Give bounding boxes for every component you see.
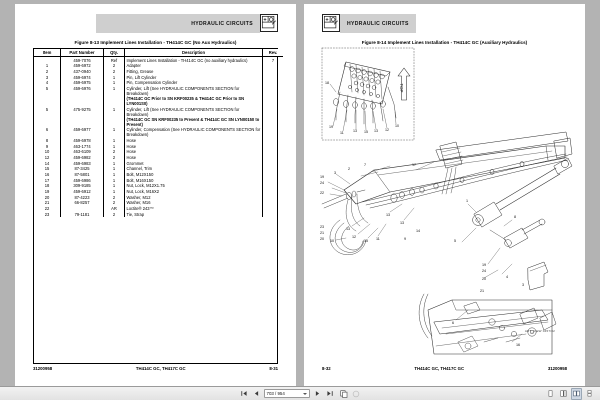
parts-table-body [34, 57, 283, 217]
page-left[interactable] [15, 4, 296, 386]
svg-text:9: 9 [404, 237, 407, 241]
cell-part-number: 459-6912 [61, 189, 104, 195]
svg-text:19: 19 [482, 263, 487, 267]
cell-item: 22 [34, 206, 61, 212]
header-band [340, 14, 416, 33]
page-header-left [96, 14, 278, 33]
cell-qty: 2 [104, 155, 125, 161]
cell-item: 1 [34, 63, 61, 69]
cell-part-number: 309-9185 [61, 183, 104, 189]
svg-text:10: 10 [395, 124, 399, 128]
description-line: Channel, Trim [126, 166, 152, 172]
svg-text:8: 8 [514, 215, 517, 219]
svg-text:15: 15 [364, 130, 368, 134]
cell-part-number: 463-1774 [61, 143, 104, 149]
description-line: Hose [126, 143, 137, 149]
cell-qty: 1 [104, 177, 125, 183]
cell-qty: Ref [104, 57, 125, 63]
svg-text:21: 21 [320, 231, 325, 235]
next-page-icon[interactable] [313, 389, 322, 399]
page-indicator-text: 703 / 954 [266, 391, 285, 396]
cell-qty: 1 [104, 183, 125, 189]
svg-text:13: 13 [400, 221, 405, 225]
cell-part-number: 459-7076 [61, 57, 104, 63]
cell-description [125, 127, 263, 138]
svg-text:1: 1 [466, 199, 469, 203]
page-right[interactable] [304, 4, 585, 386]
svg-text:18: 18 [325, 81, 329, 85]
description-line: Washer, M12 [126, 194, 151, 200]
table-row [34, 106, 283, 127]
cell-item: 19 [34, 189, 61, 195]
svg-text:11: 11 [376, 237, 380, 241]
viewer-toolbar[interactable] [0, 386, 600, 400]
header-title: HYDRAULIC CIRCUITS [347, 20, 409, 27]
cell-item: 14 [34, 160, 61, 166]
cell-qty: 2 [104, 149, 125, 155]
first-page-icon[interactable] [240, 389, 249, 399]
description-line: Hose [126, 149, 137, 155]
svg-text:TOP: TOP [399, 83, 404, 93]
svg-text:5: 5 [454, 239, 457, 243]
select-tool-icon[interactable] [352, 389, 361, 399]
svg-text:23: 23 [320, 225, 325, 229]
svg-text:10: 10 [330, 239, 335, 243]
cell-rev: 7 [271, 57, 275, 63]
cell-rev [263, 211, 284, 217]
cell-description [125, 211, 263, 217]
svg-text:11: 11 [340, 131, 344, 135]
hydraulic-circuit-icon [322, 14, 340, 32]
cell-item: 8 [34, 138, 61, 144]
description-line: Cylinder, Lift (See HYDRAULIC COMPONENTS SECTION for Breakdown) [126, 86, 240, 97]
description-line: Tie, Strap [126, 211, 145, 217]
column-header-rev: Rev. [263, 49, 284, 57]
parts-table-container[interactable] [33, 48, 278, 364]
cell-item: 23 [34, 211, 61, 217]
parts-table [34, 49, 283, 217]
cell-part-number: 459-6986 [61, 177, 104, 183]
svg-text:24: 24 [320, 181, 325, 185]
parts-illustration[interactable] [316, 42, 573, 357]
hydraulic-circuit-icon [260, 14, 278, 32]
view-continuous-icon[interactable] [584, 388, 595, 400]
cell-qty: 1 [104, 160, 125, 166]
svg-text:13: 13 [374, 129, 378, 133]
cell-item: 6 [34, 127, 61, 138]
svg-text:4: 4 [506, 275, 509, 279]
cell-item: 15 [34, 166, 61, 172]
page-footer-left [33, 364, 278, 372]
svg-text:20: 20 [482, 277, 487, 281]
footer-page-number: 8-31 [269, 365, 278, 371]
svg-text:15: 15 [364, 239, 369, 243]
svg-text:17: 17 [412, 163, 417, 167]
cell-qty: 1 [104, 189, 125, 195]
table-row [34, 127, 283, 138]
cell-qty: 1 [104, 106, 125, 127]
last-page-icon[interactable] [325, 389, 334, 399]
column-header-description: Description [125, 49, 263, 57]
cell-part-number: 475-9275 [61, 106, 104, 127]
description-line: Adapter [126, 63, 141, 69]
description-line: Washer, M16 [126, 200, 151, 206]
table-row [34, 211, 283, 217]
view-mode-group[interactable] [545, 388, 595, 400]
footer-page-number: 8-32 [322, 365, 331, 371]
svg-text:24: 24 [482, 269, 487, 273]
svg-text:2: 2 [348, 167, 351, 171]
cell-item: 16 [34, 172, 61, 178]
cell-part-number: 459-6982 [61, 155, 104, 161]
view-single-page-icon[interactable] [545, 388, 556, 400]
drawing-note: ART_VIEW 0457/02 [524, 329, 555, 333]
cell-qty: 1 [104, 74, 125, 80]
cell-part-number: 66-8257 [61, 200, 104, 206]
cell-part-number: 459-6978 [61, 138, 104, 144]
cell-item: 20 [34, 194, 61, 200]
cell-part-number: 459-6977 [61, 127, 104, 138]
cell-rev [263, 106, 284, 127]
table-header-row [34, 49, 283, 57]
cell-item: 2 [34, 69, 61, 75]
svg-text:14: 14 [416, 229, 421, 233]
cell-description [125, 86, 263, 107]
svg-text:13: 13 [353, 129, 357, 133]
svg-text:20: 20 [320, 237, 325, 241]
cell-qty: 1 [104, 172, 125, 178]
cell-part-number: 459-6974 [61, 74, 104, 80]
cell-part-number: 79-1181 [61, 211, 104, 217]
cell-qty: 2 [104, 63, 125, 69]
svg-text:19: 19 [320, 175, 325, 179]
previous-page-icon[interactable] [252, 389, 261, 399]
cell-item: 5 [34, 106, 61, 127]
header-band [96, 14, 260, 33]
description-line: Pin, Lift Cylinder [126, 74, 157, 80]
svg-text:16: 16 [516, 343, 521, 347]
page-header-right [322, 14, 416, 33]
cell-qty: 2 [104, 200, 125, 206]
description-line: Fitting, Grease [126, 69, 154, 75]
description-line: Hose [126, 137, 137, 143]
cell-item: 12 [34, 155, 61, 161]
copy-icon[interactable] [340, 389, 349, 399]
description-line: Implement Lines Installation - TH414C GC (no auxiliary hydraulics) [126, 57, 248, 63]
view-book-icon[interactable] [571, 388, 582, 400]
table-row [34, 86, 283, 107]
description-line: Loctite® 243™ [126, 206, 154, 212]
description-line: Bolt, M16X150 [126, 177, 154, 183]
description-line: Nut, Lock, M16X2 [126, 189, 160, 195]
cell-part-number: 87-3425 [61, 166, 104, 172]
description-note: (TH414C GC SN KRF00235 to Present & TH414C GC SN LYN00150 to Present) [126, 116, 260, 127]
cell-part-number: 459-6983 [61, 160, 104, 166]
page-number-input[interactable] [264, 389, 310, 398]
column-header-item: Item [34, 49, 61, 57]
description-line: Grommet [126, 160, 144, 166]
figure-caption: Figure 8-13 Implement Lines Installation - TH414C GC (No Aux Hydraulics) [74, 40, 237, 45]
page-navigation-group[interactable] [0, 389, 600, 399]
svg-text:6: 6 [452, 321, 455, 325]
cell-item: 4 [34, 80, 61, 86]
page-footer-right [322, 364, 567, 372]
cell-qty: 1 [104, 127, 125, 138]
svg-text:19: 19 [329, 125, 333, 129]
cell-part-number: 437-0940 [61, 69, 104, 75]
cell-part-number: 87-4223 [61, 194, 104, 200]
footer-publication-number: 31200958 [547, 365, 567, 371]
description-line: Nut, Lock, M12X1.75 [126, 183, 165, 189]
description-line: Pin, Compensation Cylinder [126, 80, 178, 86]
cell-part-number: 463-6109 [61, 149, 104, 155]
cell-part-number: 87-5801 [61, 172, 104, 178]
cell-item: 9 [34, 143, 61, 149]
svg-text:3: 3 [334, 171, 337, 175]
cell-qty: 2 [104, 194, 125, 200]
cell-item: 3 [34, 74, 61, 80]
cell-item: 10 [34, 149, 61, 155]
cell-item: 21 [34, 200, 61, 206]
footer-model: TH414C GC, TH417C GC [135, 365, 186, 371]
figure-caption: Figure 8-14 Implement Lines Installation - TH414C GC (Auxiliary Hydraulics) [361, 40, 528, 45]
cell-qty: 1 [104, 143, 125, 149]
chevron-down-icon[interactable] [303, 393, 307, 395]
cell-qty: AR [104, 206, 125, 212]
cell-item: 17 [34, 177, 61, 183]
description-note: (TH414C GC Prior to SN KRF00235 & TH414C GC Prior to SN LYN001S0) [126, 96, 245, 107]
svg-text:12: 12 [385, 128, 389, 132]
cell-rev [263, 127, 284, 138]
svg-text:13: 13 [386, 213, 391, 217]
header-title: HYDRAULIC CIRCUITS [191, 20, 253, 27]
cell-qty: 2 [104, 69, 125, 75]
svg-text:21: 21 [480, 289, 485, 293]
cell-qty: 1 [104, 86, 125, 107]
cell-item: 5 [34, 86, 61, 107]
footer-model: TH414C GC, TH417C GC [414, 365, 465, 371]
cell-qty: 1 [104, 138, 125, 144]
description-line: Bolt, M12X150 [126, 172, 154, 178]
cell-part-number: 459-6972 [61, 63, 104, 69]
cell-description [125, 57, 263, 63]
svg-text:13: 13 [346, 227, 351, 231]
description-line: Cylinder, Lift (See HYDRAULIC COMPONENTS SECTION for Breakdown) [126, 106, 240, 117]
footer-publication-number: 31200958 [33, 365, 53, 371]
svg-text:22: 22 [320, 191, 325, 195]
column-header-qty: Qty. [104, 49, 125, 57]
svg-text:3: 3 [522, 283, 525, 287]
cell-part-number: 459-6975 [61, 80, 104, 86]
description-line: Hose [126, 155, 137, 160]
cell-part-number: 459-6976 [61, 86, 104, 107]
svg-text:12: 12 [352, 235, 357, 239]
cell-description [125, 106, 263, 127]
svg-text:7: 7 [364, 163, 367, 167]
cell-qty: 2 [104, 211, 125, 217]
view-facing-pages-icon[interactable] [558, 388, 569, 400]
description-line: Cylinder, Compensation (See HYDRAULIC COMPONENTS SECTION for Breakdown) [126, 127, 261, 138]
column-header-part-number: Part Number [61, 49, 104, 57]
cell-item: 18 [34, 183, 61, 189]
cell-qty: 1 [104, 166, 125, 172]
cell-rev [263, 86, 284, 107]
cell-qty: 1 [104, 80, 125, 86]
